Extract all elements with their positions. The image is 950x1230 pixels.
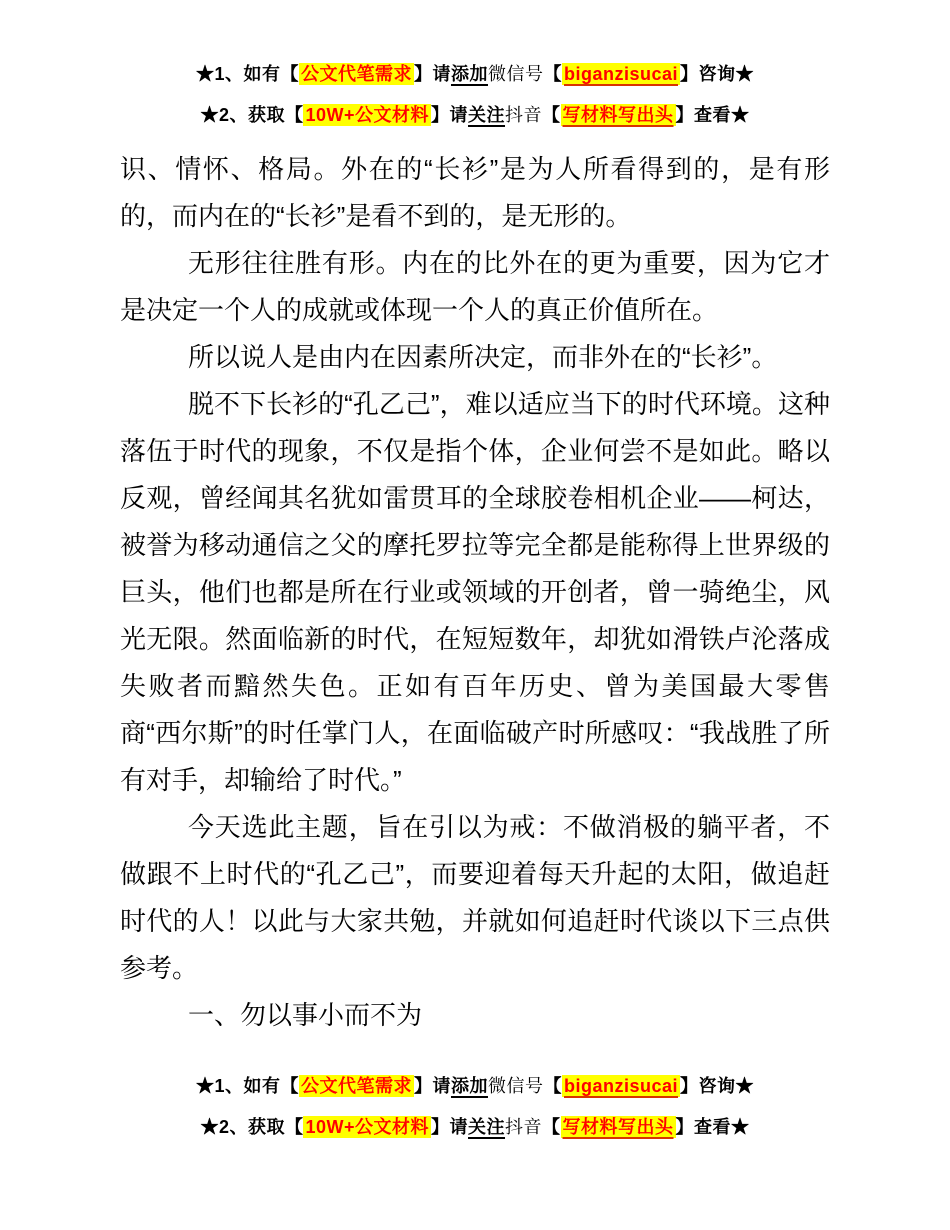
- ad-douyin-id: 写材料写出头: [562, 105, 674, 125]
- ad-text-wechat-label: 微信号: [487, 64, 544, 84]
- ad-douyin-id: 写材料写出头: [562, 1117, 674, 1137]
- ad-text-wechat-label: 微信号: [487, 1076, 544, 1096]
- ad-keyword-materials: 10W+公文材料: [305, 1117, 430, 1137]
- ad-text-prefix: ★1、如有【: [195, 64, 299, 84]
- ad-underline-add: 添加: [450, 1076, 488, 1096]
- ad-text-bracket: 【: [542, 1117, 561, 1137]
- ad-text-suffix: 】咨询★: [680, 64, 755, 84]
- ad-text-douyin-label: 抖音: [505, 105, 543, 125]
- paragraph-1: 识、情怀、格局。外在的“长衫”是为人所看得到的，是有形的，而内在的“长衫”是看不到的，是无形的。: [120, 154, 830, 231]
- ad-text-prefix: ★1、如有【: [195, 1076, 299, 1096]
- ad-text-mid: 】请: [431, 1117, 469, 1137]
- ad-keyword-materials: 10W+公文材料: [305, 105, 430, 125]
- ad-header-line-2: [0, 95, 950, 136]
- ad-text-mid: 】请: [413, 1076, 451, 1096]
- section-heading-1: 一、勿以事小而不为: [188, 1000, 423, 1030]
- ad-text-bracket: 【: [543, 64, 562, 84]
- ad-banner-footer: [0, 1066, 950, 1148]
- paragraph-3: 所以说人是由内在因素所决定，而非外在的“长衫”。: [188, 342, 778, 372]
- ad-underline-follow: 关注: [468, 105, 506, 125]
- ad-wechat-id: biganzisucai: [563, 64, 679, 84]
- ad-text-prefix: ★2、获取【: [200, 1117, 304, 1137]
- ad-footer-line-1: [0, 1066, 950, 1107]
- paragraph-2: 无形往往胜有形。内在的比外在的更为重要，因为它才是决定一个人的成就或体现一个人的真正价值所在。: [120, 248, 830, 325]
- ad-keyword-writing-service: 公文代笔需求: [300, 64, 412, 84]
- ad-header-line-1: [0, 54, 950, 95]
- ad-text-mid: 】请: [413, 64, 451, 84]
- paragraph-4: 脱不下长衫的“孔乙己”，难以适应当下的时代环境。这种落伍于时代的现象，不仅是指个体，企业何尝不是如此。略以反观，曾经闻其名犹如雷贯耳的全球胶卷相机企业——柯达，被誉为移动通信之父的摩托罗拉等完全都是能称得上世界级的巨头，他们也都是所在行业或领域的开创者，曾一骑绝尘，风光无限。然面临新的时代，在短短数年，却犹如滑铁卢沦落成失败者而黯然失色。正如有百年历史、曾为美国最大零售商“西尔斯”的时任掌门人，在面临破产时所感叹：“我战胜了所有对手，却输给了时代。”: [120, 389, 830, 795]
- paragraph-5: 今天选此主题，旨在引以为戒：不做消极的躺平者，不做跟不上时代的“孔乙己”，而要迎着每天升起的太阳，做追赶时代的人！以此与大家共勉，并就如何追赶时代谈以下三点供参考。: [120, 812, 830, 983]
- document-body: [120, 146, 830, 1039]
- ad-text-bracket: 【: [543, 1076, 562, 1096]
- ad-text-douyin-label: 抖音: [505, 1117, 543, 1137]
- ad-text-suffix: 】查看★: [675, 105, 750, 125]
- ad-text-suffix: 】查看★: [675, 1117, 750, 1137]
- ad-footer-line-2: [0, 1107, 950, 1148]
- ad-text-bracket: 【: [542, 105, 561, 125]
- ad-wechat-id: biganzisucai: [563, 1076, 679, 1096]
- ad-text-suffix: 】咨询★: [680, 1076, 755, 1096]
- ad-banner-header: [0, 54, 950, 136]
- ad-keyword-writing-service: 公文代笔需求: [300, 1076, 412, 1096]
- ad-underline-add: 添加: [450, 64, 488, 84]
- ad-text-mid: 】请: [431, 105, 469, 125]
- ad-underline-follow: 关注: [468, 1117, 506, 1137]
- ad-text-prefix: ★2、获取【: [200, 105, 304, 125]
